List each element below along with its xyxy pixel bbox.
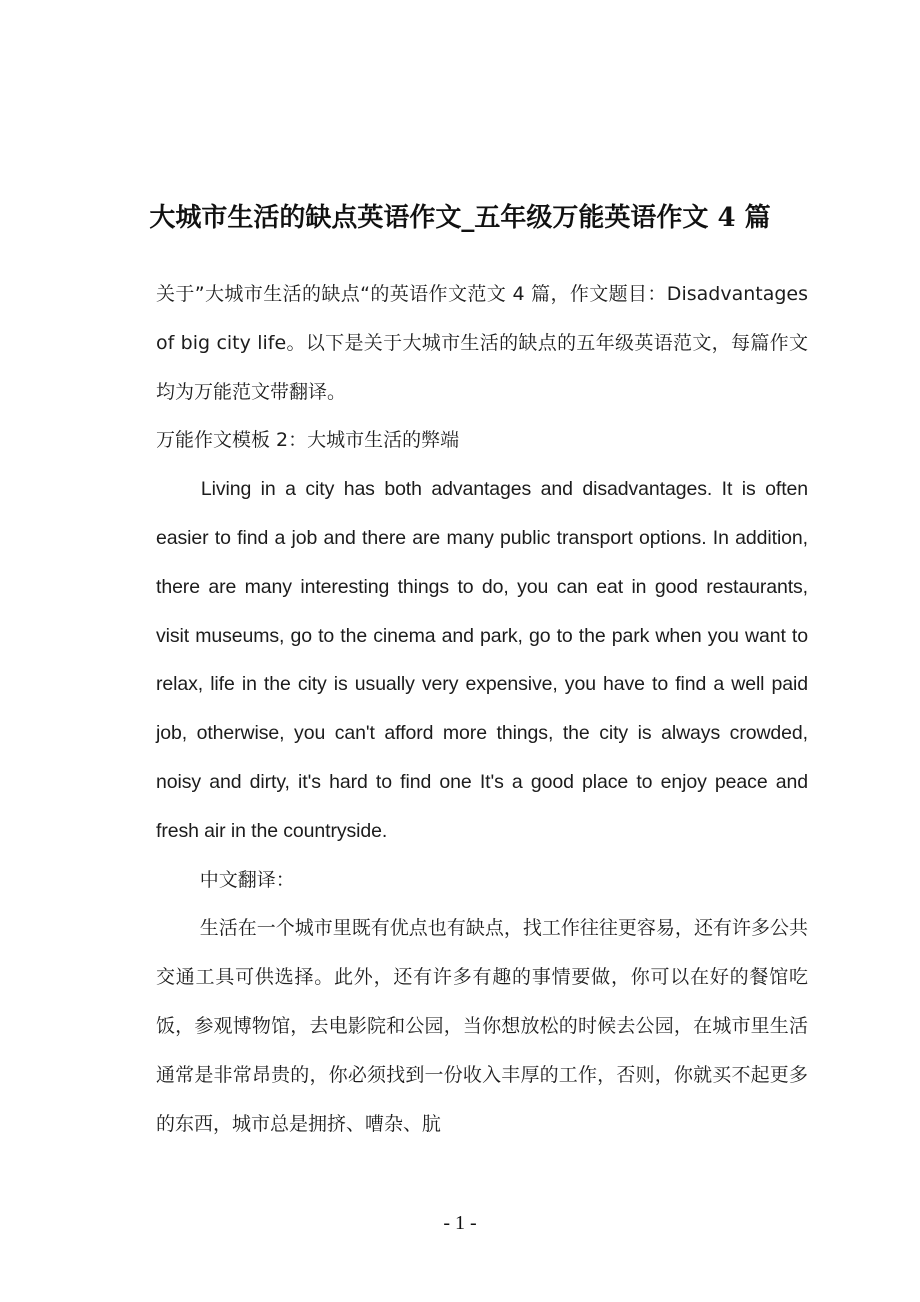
page-break-clip	[156, 904, 808, 1148]
intro-paragraph: 关于”大城市生活的缺点“的英语作文范文 4 篇，作文题目：Disadvantages of big city life。以下是关于大城市生活的缺点的五年级英语范文，每篇作文均为万能范文带翻译。	[156, 283, 808, 403]
document-body	[156, 270, 808, 1148]
english-essay-paragraph: Living in a city has both advantages and disadvantages. It is often easier to find a job and there are many public transport options. In addition, there are many interesting things to do, you can eat in good restaurants, visit museums, go to the cinema and park, go to the park when you want to relax, life in the city is usually very expensive, you have to find a well paid job, otherwise, you can't afford more things, the city is always crowded, noisy and dirty, it's hard to find one It's a good place to enjoy peace and fresh air in the countryside.	[156, 478, 808, 842]
chinese-translation-paragraph: 生活在一个城市里既有优点也有缺点，找工作往往更容易，还有许多公共交通工具可供选择。此外，还有许多有趣的事情要做，你可以在好的餐馆吃饭，参观博物馆，去电影院和公园，当你想放松的时候去公园，在城市里生活通常是非常昂贵的，你必须找到一份收入丰厚的工作，否则，你就买不起更多的东西，城市总是拥挤、嘈杂、肮	[156, 917, 808, 1135]
page-number: - 1 -	[443, 1212, 477, 1234]
template-heading: 万能作文模板 2：大城市生活的弊端	[156, 429, 460, 452]
document-title: 大城市生活的缺点英语作文_五年级万能英语作文 4 篇	[149, 203, 771, 233]
translation-heading: 中文翻译：	[199, 868, 295, 891]
